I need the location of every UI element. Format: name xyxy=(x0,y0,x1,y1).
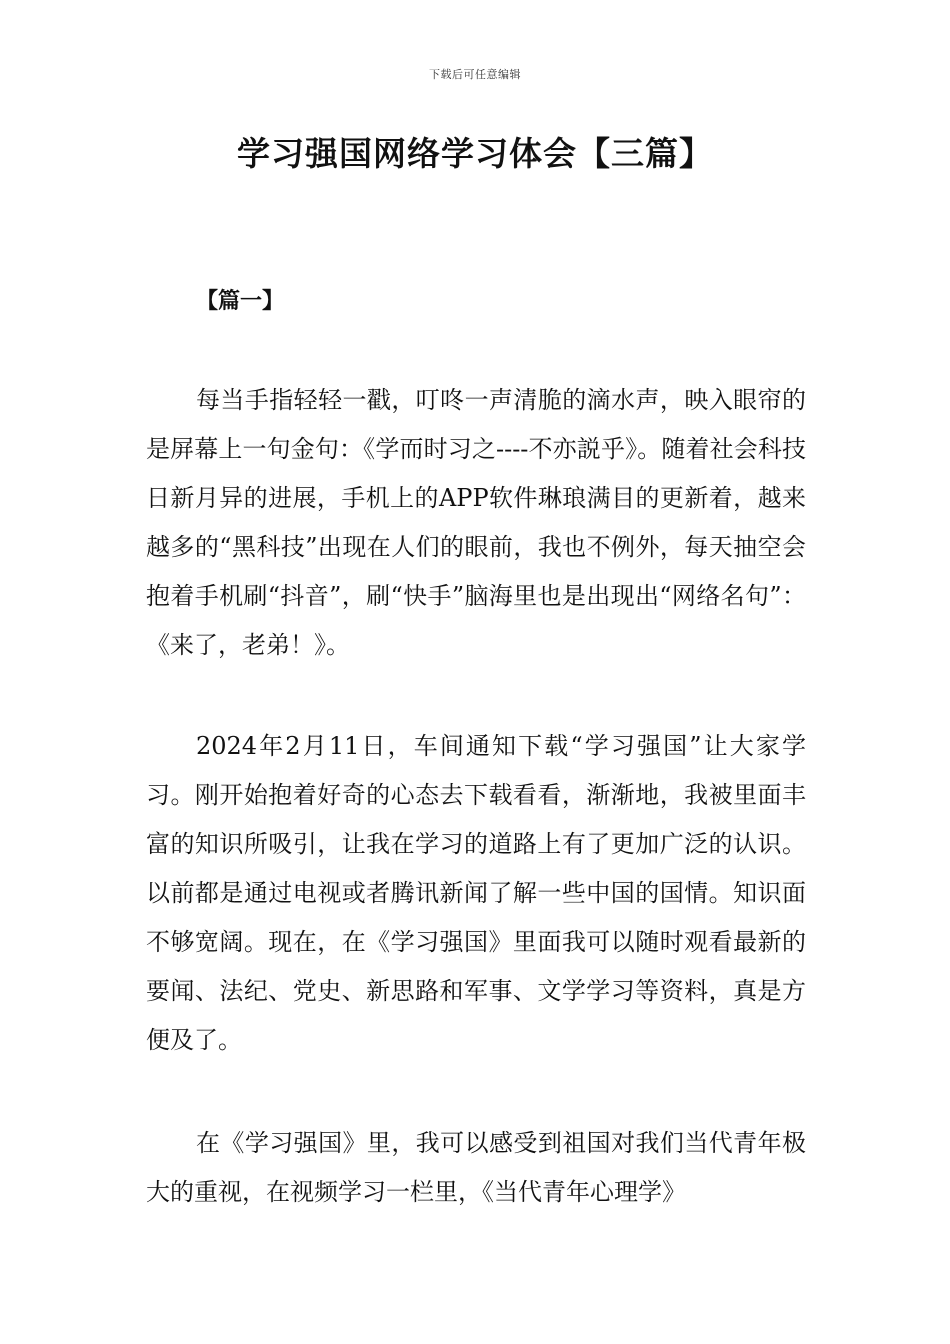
paragraph-1: 每当手指轻轻一戳，叮咚一声清脆的滴水声，映入眼帘的是屏幕上一句金句：《学而时习之----不亦説乎》。随着社会科技日新月异的进展，手机上的APP软件琳琅满目的更新着，越来越多的“黑科技”出现在人们的眼前，我也不例外，每天抽空会抱着手机刷“抖音”，刷“快手”脑海里也是出现出“网络名句”：《来了，老弟！》。 xyxy=(146,386,806,659)
paragraph-3: 在《学习强国》里，我可以感受到祖国对我们当代青年极大的重视，在视频学习一栏里，《当代青年心理学》 xyxy=(146,1129,806,1206)
document-title: 学习强国网络学习体会【三篇】 xyxy=(237,134,713,173)
paragraph-2: 2024年2月11日，车间通知下载“学习强国”让大家学习。刚开始抱着好奇的心态去下载看看，渐渐地，我被里面丰富的知识所吸引，让我在学习的道路上有了更加广泛的认识。以前都是通过电视或者腾讯新闻了解一些中国的国情。知识面不够宽阔。现在，在《学习强国》里面我可以随时观看最新的要闻、法纪、党史、新思路和军事、文学学习等资料，真是方便及了。 xyxy=(146,732,806,1054)
section-label: 【篇一】 xyxy=(196,288,285,314)
header-note: 下载后可任意编辑 xyxy=(429,68,521,81)
